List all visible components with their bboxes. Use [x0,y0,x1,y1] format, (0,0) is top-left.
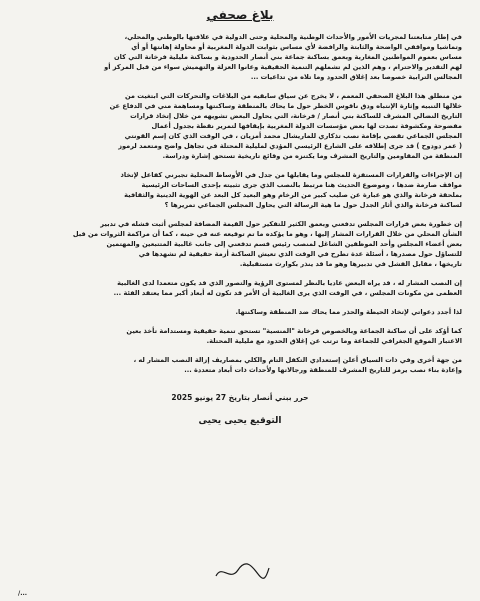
paragraph-line: كما أؤكد على أن ساكنة الجماعة وبالخصوص فرخانة "المنسية" تستحق تنمية حقيقية ومستدامة تأخذ بعين [126,327,462,335]
paragraph-line: في إطار متابعتنا لمجريات الأمور والأحداث الوطنية والمحلية وحتى الدولية في علاقتها بالوطني والمحلي، [124,33,462,41]
paragraph-line: خلالها التنبيه وإثارة الإنتباه ودق ناقوس الخطر حول ما يحاك بالمنطقة وساكنتها ومساهمة مني في الدفاع عن [109,102,462,110]
paragraph-line: إن خطورة بعض قرارات المجلس تدفعني وبعمق الكثير للتفكير حول القيمة المضافة لمجلس أثبت فشله في تدبير [100,220,462,228]
paragraph-line: مساس بعموم المواطنين المغاربة وبعمق بساكنة جماعة بني أنصار الحدودية و بساكنة مليلية فرخانة التي كان [114,53,462,61]
paragraph-line: بملحقة فرخانة والذي هو عبارة عن صليب كبير من الرخام وهو البعيد كل البعد عن الهوية الدينية والثقافية [124,191,462,199]
paragraph-line: مواقف صارمة ضدها ، وموضوع الحديث هنا مرتبط بالنصب الذي جرى تثبيته بإحدى الساحات الرئيسية [141,181,462,189]
document-body [18,32,462,375]
paragraph-line: من منطلق هذا البلاغ الصحفي المعمم ، لا يخرج عن سياق سابقيه من البلاغات والتحركات التي ابتغيت من [125,92,462,100]
paragraph-line: المنطقة من المقاومين والتاريخ المشرف وما يكتنزه من وقائع تاريخية تستحق إشارة ودراسة. [162,152,462,160]
document-title: بلاغ صحفي [206,8,274,22]
paragraph-line: للتساؤل حول مصدرها ، أسئلة عدة تطرح في الوقت الذي تعيش الساكنة أزمة حقيقية لم تشهدها في [138,250,462,258]
paragraph-line: بعض أعضاء المجلس وأحد الموظفين الشاغل لمنصب رئيس قسم تدفعني إلى جانب غالبية المتتبعين والمهتمين [106,240,462,248]
paragraph-line: الشأن المحلي من خلال القرارات المشار إليها ، وهو ما يؤكده ما تم توقيعه عنه في حينه ، كما أن مراكمة الثروات من قبل [72,230,462,238]
date-location-line: حرر ببني أنصار بتاريخ 27 يونيو 2025 [171,393,309,402]
paragraph-line: الاعتبار الموقع الجغرافي للجماعة وما ترتب عن إغلاق الحدود مع مليلية المحتلة. [206,337,462,345]
paragraph-line: العظمى من مكونات المجلس ، في الوقت الذي يرى الغالبية أن الأمر قد تكون له أبعاد أكبر مما يعتقد الفئة ... [113,289,462,297]
corner-note: /... [18,590,28,597]
paragraph-line: المجالس الترابية خصوصا بعد إغلاق الحدود وما تلاه من تداعيات ... [250,73,462,81]
paragraph-line: من جهة أخرى وفي ذات السياق أعلن إستعدادي التكفل التام والكلي بمصاريف إزالة النصب المشار له ، [133,356,462,364]
body-paragraph [18,91,462,161]
paragraph-line: لهم التقدير والاحترام ، وهم الذين لم تشملهم التنمية الحقيقية وعانوا العزلة والتهميش سواء من قبل المركز أو [104,63,462,71]
signature-line: التوقيع يحيى يحيى [198,416,282,426]
paragraph-line: إن الإجراءات والقرارات المستفزة للمجلس وما يقابلها من جدل في الأوساط المحلية تجبرني كفاعل لإتخاذ [120,171,462,179]
paragraph-line: وإعادة بناء نصب يرمز للتاريخ المشرف للمنطقة ورجالاتها ولأحداث ذات أبعاد متعددة ... [184,366,462,374]
body-paragraph [18,355,462,375]
handwritten-signature-mark [212,560,272,584]
paragraph-line: المجلس الجماعي تقضي بإقامة نصب تذكاري للماريشال محمد أمزيان ، في الوقت الذي كان إسم القونتي [124,132,462,140]
paragraph-line: وتماشيا ومواقفي الواضحة والثابتة والرافضة لأي مساس بثوابت الدولة المغربية أو محاولة إهانتها أو أي [131,43,462,51]
paragraph-line: تاريخها ، مقابل الفشل في تدبيرها وهو ما قد ينذر بكوارث مستقبلية. [239,260,462,268]
paragraph-line: لساكنة فرخانة والذي أثار الجدل حول ما هية الرسالة التي يحاول المجلس الجماعي تمريرها ؟ [164,201,462,209]
body-paragraph [18,32,462,82]
body-paragraph [18,170,462,210]
body-paragraph [18,326,462,346]
paragraph-line: مفضوحة ومكشوفة تصدت لها بعض مؤسسات الدولة المغربية بإيقافها لتمرير نقطة بجدول أعمال [151,122,462,130]
body-paragraph [18,307,462,317]
body-paragraph [18,219,462,269]
paragraph-line: لذا أجدد دعواتي لإتخاذ الحيطة والحذر مما يحاك ضد المنطقة وساكنتها. [235,308,462,316]
body-paragraph [18,278,462,298]
paragraph-line: إن النصب المشار له ، قد يراه البعض عاديا بالنظر لمستوى الرؤية والتصور الذي قد يكون متعمدا لدى الغالبية [117,279,462,287]
paragraph-line: التاريخ النضالي المشرف للساكنة بني أنصار / فرخانة، التي يحاول البعض تشويهه من خلال إتخاذ قرارات [130,112,462,120]
paragraph-line: ( عمر دودوح ) قد جرى إطلاقه على الشارع الرئيسي المؤدي لمليلية المحتلة في تجاهل واضح ومتعمد لرموز [118,142,462,150]
